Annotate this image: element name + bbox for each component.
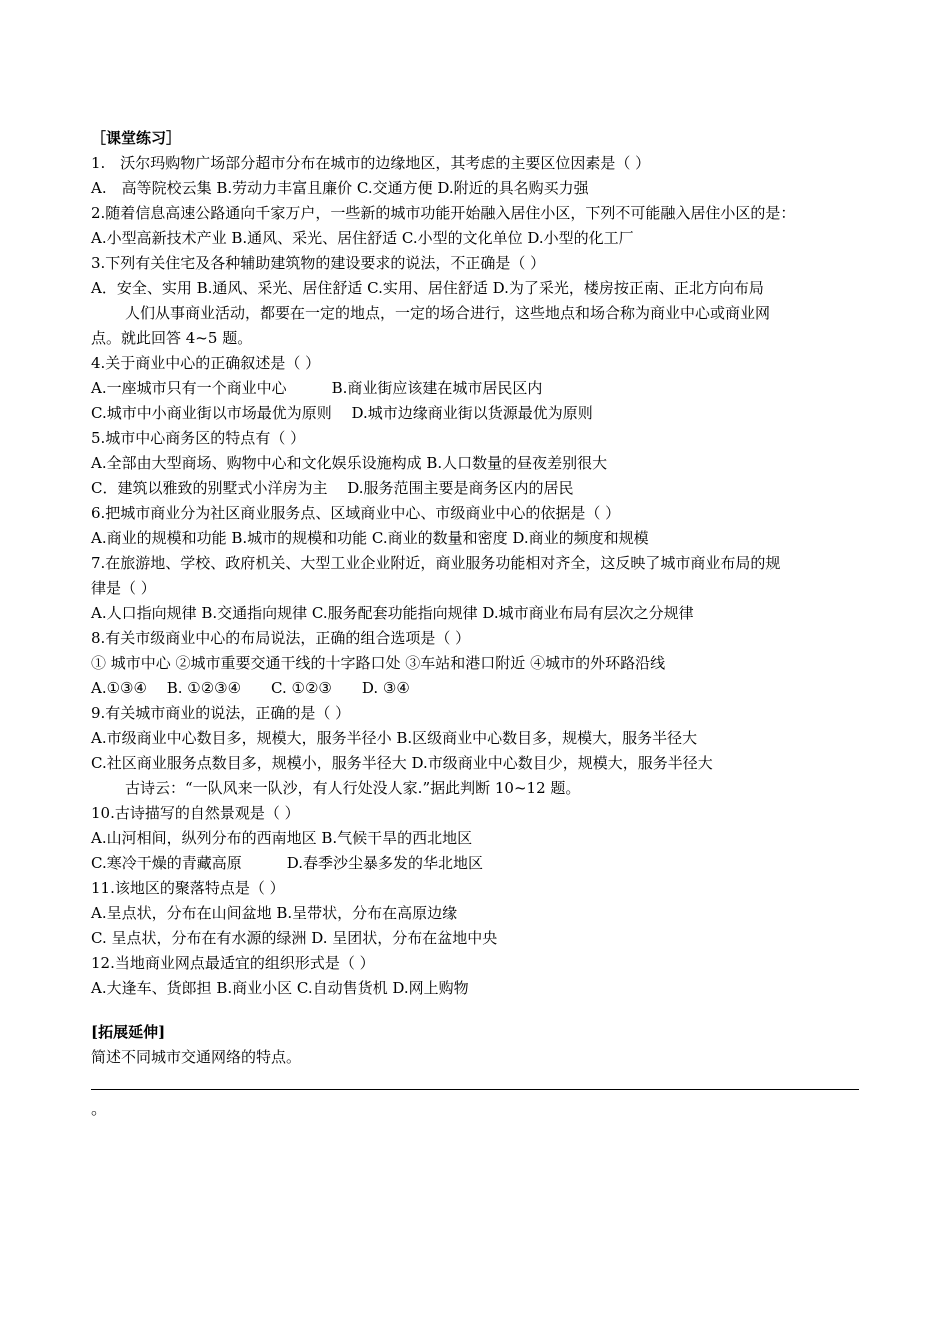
question-6: 6.把城市商业分为社区商业服务点、区域商业中心、市级商业中心的依据是（ ） xyxy=(91,504,621,522)
question-10: 10.古诗描写的自然景观是（ ） xyxy=(91,804,300,822)
question-4-options-cd: C.城市中小商业街以市场最优为原则 D.城市边缘商业街以货源最优为原则 xyxy=(91,404,593,422)
document-body xyxy=(91,126,871,1070)
question-11-options-ab: A.呈点状，分布在山间盆地 B.呈带状，分布在高原边缘 xyxy=(91,904,458,922)
question-8-items: ① 城市中心 ②城市重要交通干线的十字路口处 ③车站和港口附近 ④城市的外环路沿线 xyxy=(91,654,666,672)
question-5-options-ab: A.全部由大型商场、购物中心和文化娱乐设施构成 B.人口数量的昼夜差别很大 xyxy=(91,454,608,472)
question-3-options: A．安全、实用 B.通风、采光、居住舒适 C.实用、居住舒适 D.为了采光，楼房按正南、正北方向布局 xyxy=(91,279,764,297)
question-8-options: A.①③④ B. ①②③④ C. ①②③ D. ③④ xyxy=(91,679,410,697)
question-7-cont: 律是（ ） xyxy=(91,579,156,597)
section-heading-classroom-practice: ［课堂练习］ xyxy=(91,129,182,147)
passage-commerce-cont: 点。就此回答 4~5 题。 xyxy=(91,329,253,347)
question-7: 7.在旅游地、学校、政府机关、大型工业企业附近，商业服务功能相对齐全，这反映了城市商业布局的规 xyxy=(91,554,781,572)
question-2: 2.随着信息高速公路通向千家万户，一些新的城市功能开始融入居住小区，下列不可能融入居住小区的是： xyxy=(91,204,796,222)
question-10-options-cd: C.寒冷干燥的青藏高原 D.春季沙尘暴多发的华北地区 xyxy=(91,854,483,872)
section-gap xyxy=(91,1001,871,1020)
question-9-options-ab: A.市级商业中心数目多，规模大，服务半径小 B.区级商业中心数目多，规模大，服务半径大 xyxy=(91,729,698,747)
question-1: 1. 沃尔玛购物广场部分超市分布在城市的边缘地区，其考虑的主要区位因素是（ ） xyxy=(91,154,651,172)
question-8: 8.有关市级商业中心的布局说法，正确的组合选项是（ ） xyxy=(91,629,471,647)
question-12: 12.当地商业网点最适宜的组织形式是（ ） xyxy=(91,954,375,972)
passage-poem: 古诗云：“一队风来一队沙，有人行处没人家.”据此判断 10~12 题。 xyxy=(125,779,581,797)
section-heading-extension: [拓展延伸] xyxy=(91,1023,166,1041)
question-3: 3.下列有关住宅及各种辅助建筑物的建设要求的说法，不正确是（ ） xyxy=(91,254,546,272)
end-mark: 。 xyxy=(91,1099,108,1118)
question-11-options-cd: C. 呈点状，分布在有水源的绿洲 D. 呈团状，分布在盆地中央 xyxy=(91,929,498,947)
question-5-options-cd: C．建筑以雅致的别墅式小洋房为主 D.服务范围主要是商务区内的居民 xyxy=(91,479,574,497)
question-4: 4.关于商业中心的正确叙述是（ ） xyxy=(91,354,321,372)
question-10-options-ab: A.山河相间，纵列分布的西南地区 B.气候干旱的西北地区 xyxy=(91,829,473,847)
question-5: 5.城市中心商务区的特点有（ ） xyxy=(91,429,306,447)
question-11: 11.该地区的聚落特点是（ ） xyxy=(91,879,285,897)
answer-line xyxy=(91,1089,859,1090)
question-6-options: A.商业的规模和功能 B.城市的规模和功能 C.商业的数量和密度 D.商业的频度和规模 xyxy=(91,529,649,547)
passage-commerce: 人们从事商业活动，都要在一定的地点，一定的场合进行，这些地点和场合称为商业中心或商业网 xyxy=(125,304,771,322)
extension-prompt: 简述不同城市交通网络的特点。 xyxy=(91,1048,302,1066)
question-7-options: A.人口指向规律 B.交通指向规律 C.服务配套功能指向规律 D.城市商业布局有层次之分规律 xyxy=(91,604,694,622)
question-2-options: A.小型高新技术产业 B.通风、采光、居住舒适 C.小型的文化单位 D.小型的化工厂 xyxy=(91,229,634,247)
question-1-options: A. 高等院校云集 B.劳动力丰富且廉价 C.交通方便 D.附近的具名购买力强 xyxy=(91,179,589,197)
question-4-options-ab: A.一座城市只有一个商业中心 B.商业街应该建在城市居民区内 xyxy=(91,379,543,397)
question-9-options-cd: C.社区商业服务点数目多，规模小，服务半径大 D.市级商业中心数目少，规模大，服务半径大 xyxy=(91,754,713,772)
question-9: 9.有关城市商业的说法，正确的是（ ） xyxy=(91,704,351,722)
question-12-options: A.大逢车、货郎担 B.商业小区 C.自动售货机 D.网上购物 xyxy=(91,979,469,997)
